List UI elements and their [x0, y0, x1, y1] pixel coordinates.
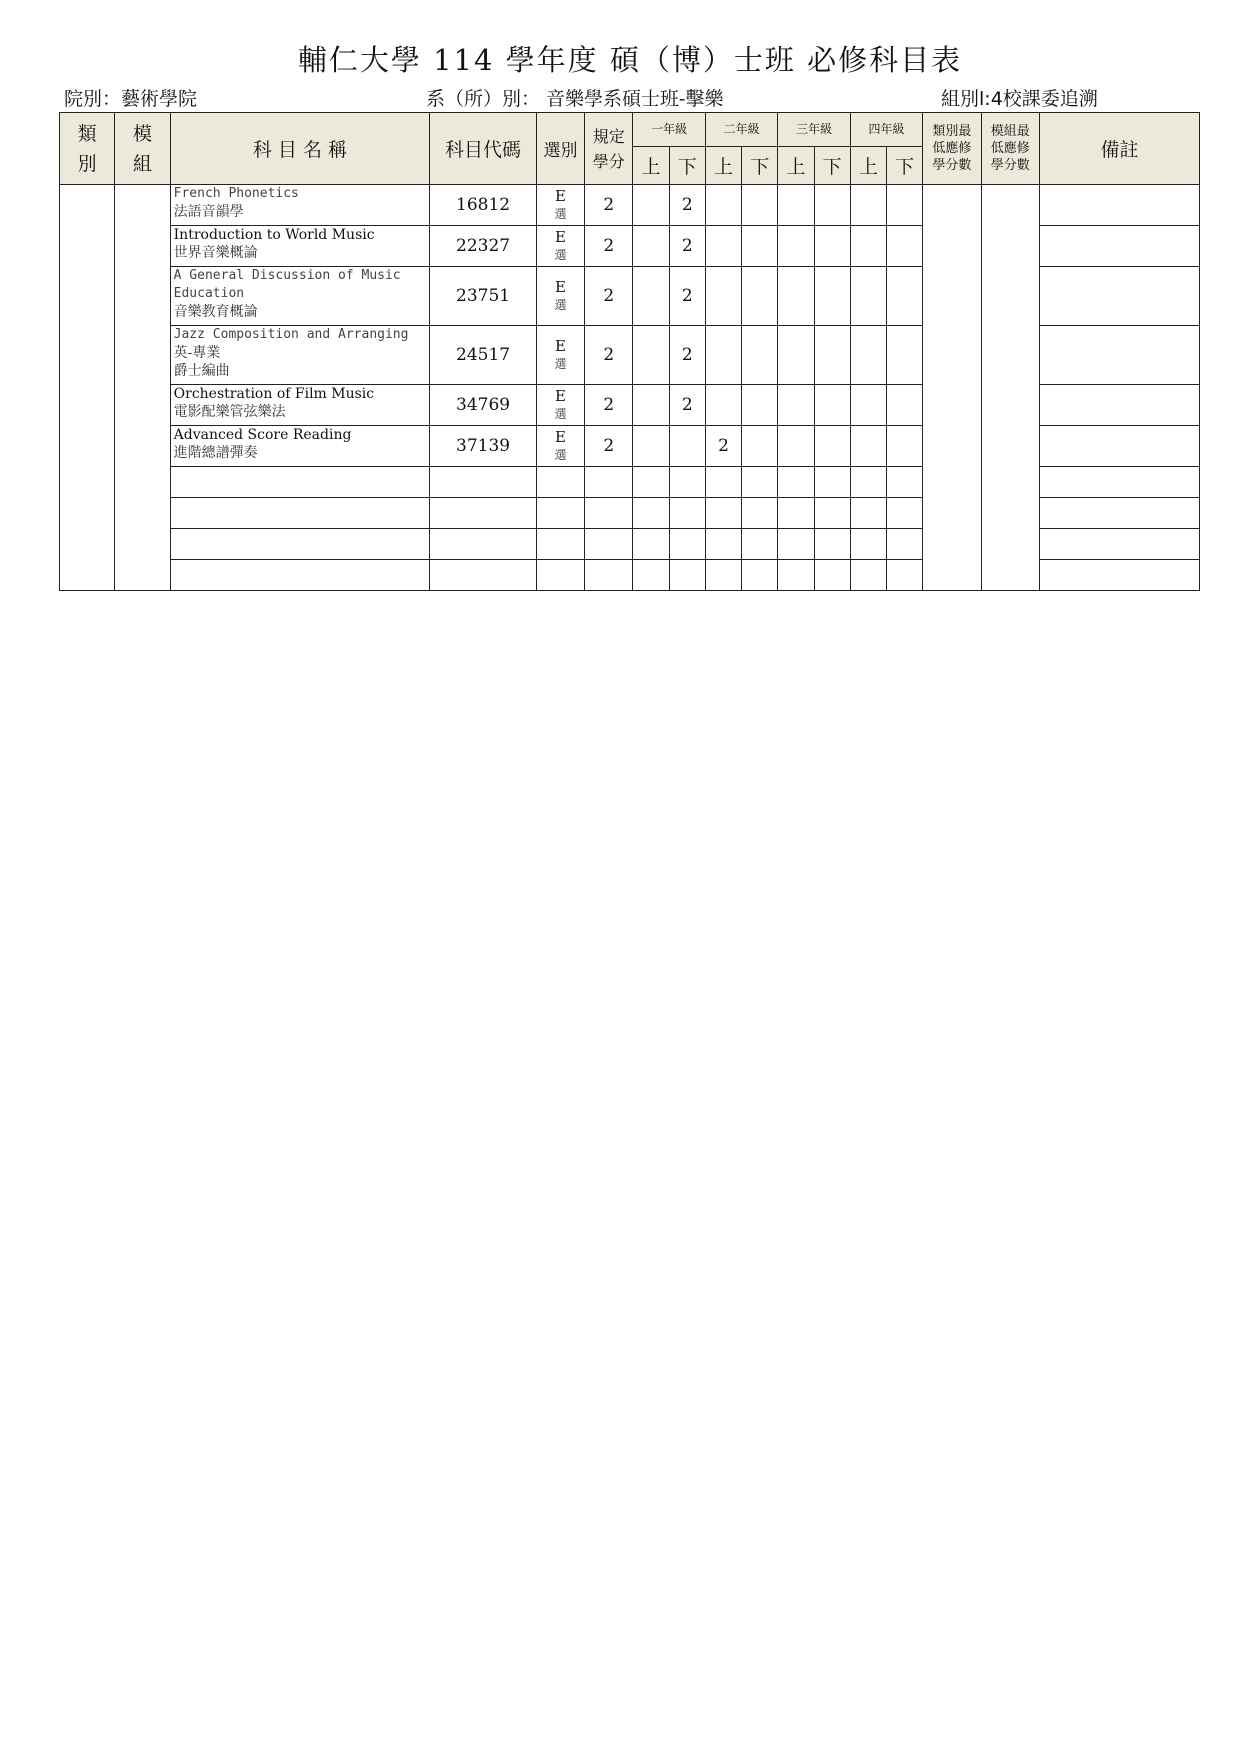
remarks-cell: [1039, 426, 1199, 467]
department-label: 系（所）別： 音樂學系碩士班-擊樂: [426, 88, 724, 110]
group-label: [941, 84, 1098, 111]
sem-y3-second: 下: [814, 147, 850, 185]
sem-cell: [850, 326, 886, 385]
course-name-cell: [170, 267, 430, 326]
elective-type: E 選: [536, 226, 584, 267]
sem-cell: [742, 385, 778, 426]
credits: 2: [585, 185, 633, 226]
course-name-zh: 電影配樂管弦樂法: [173, 404, 286, 420]
sem-cell: [633, 385, 669, 426]
course-name-cell: [170, 426, 430, 467]
sem-cell: [742, 185, 778, 226]
sem-cell: [778, 385, 814, 426]
sem-cell: [669, 426, 705, 467]
sem-y4-second: 下: [887, 147, 923, 185]
sem-y2-first: 上: [705, 147, 741, 185]
sem-y1-second: 下: [669, 147, 705, 185]
col-year-3: 三年級: [778, 113, 850, 147]
col-module-min-credits: 模組最低應修學分數: [981, 113, 1039, 185]
course-name-zh: 法語音韻學: [173, 204, 244, 220]
module-min-cell: [981, 185, 1039, 591]
sem-cell: [705, 326, 741, 385]
remarks-cell: [1039, 185, 1199, 226]
remarks-cell: [1039, 226, 1199, 267]
sem-cell: [705, 226, 741, 267]
course-name-zh: 爵士編曲: [173, 363, 230, 379]
sem-cell: [633, 267, 669, 326]
sem-cell: [778, 267, 814, 326]
col-year-4: 四年級: [850, 113, 922, 147]
elective-type: E 選: [536, 326, 584, 385]
table-row: [60, 185, 1200, 226]
course-name-cell: [170, 226, 430, 267]
category-min-cell: [923, 185, 981, 591]
sem-cell: [742, 267, 778, 326]
sem-cell: [814, 326, 850, 385]
remarks-cell: [1039, 267, 1199, 326]
sem-cell: [705, 385, 741, 426]
sem-cell: [742, 326, 778, 385]
course-name-cell: [170, 385, 430, 426]
sem-y2-second: 下: [742, 147, 778, 185]
elective-type: E 選: [536, 385, 584, 426]
sem-cell: [850, 226, 886, 267]
col-credits: 規定學分: [585, 113, 633, 185]
sem-cell: [814, 185, 850, 226]
course-name-en: Jazz Composition and Arranging: [173, 327, 409, 342]
sem-cell: [887, 226, 923, 267]
module-cell: [115, 185, 170, 591]
elective-type: E 選: [536, 426, 584, 467]
sem-cell-credit: 2: [669, 326, 705, 385]
credits: 2: [585, 426, 633, 467]
sem-cell: [814, 385, 850, 426]
col-category: 類別: [60, 113, 115, 185]
category-cell: [60, 185, 115, 591]
sem-cell: [887, 185, 923, 226]
credits: 2: [585, 267, 633, 326]
course-name-en: Advanced Score Reading: [173, 427, 352, 443]
course-code: 24517: [430, 326, 537, 385]
course-name-zh: 音樂教育概論: [173, 304, 258, 320]
sem-cell-credit: 2: [669, 385, 705, 426]
sem-cell: [850, 185, 886, 226]
col-elective: 選別: [536, 113, 584, 185]
course-name-en: Orchestration of Film Music: [173, 386, 375, 402]
sem-cell: [633, 426, 669, 467]
course-name-en: A General Discussion of Music: [173, 268, 401, 283]
sem-cell: [887, 426, 923, 467]
remarks-cell: [1039, 326, 1199, 385]
course-name-zh: 世界音樂概論: [173, 245, 258, 261]
col-course-code: 科目代碼: [430, 113, 537, 185]
sem-cell-credit: 2: [669, 267, 705, 326]
required-courses-table: [59, 112, 1200, 591]
elective-type: E 選: [536, 267, 584, 326]
sem-y1-first: 上: [633, 147, 669, 185]
course-name-en-line2: Education: [173, 286, 245, 301]
sem-cell: [778, 185, 814, 226]
sem-cell-credit: 2: [705, 426, 741, 467]
sem-cell: [887, 326, 923, 385]
sem-cell: [887, 267, 923, 326]
sem-cell: [742, 426, 778, 467]
sem-cell: [887, 385, 923, 426]
col-year-1: 一年級: [633, 113, 705, 147]
course-code: 22327: [430, 226, 537, 267]
sem-cell: [850, 267, 886, 326]
sem-cell: [705, 267, 741, 326]
sem-cell: [778, 426, 814, 467]
col-year-2: 二年級: [705, 113, 777, 147]
sem-cell: [633, 185, 669, 226]
sem-cell: [850, 426, 886, 467]
sem-y3-first: 上: [778, 147, 814, 185]
sem-cell: [778, 226, 814, 267]
col-course-name: 科 目 名 稱: [170, 113, 430, 185]
page-title: 輔仁大學 114 學年度 碩（博）士班 必修科目表: [297, 43, 963, 77]
elective-type: E 選: [536, 185, 584, 226]
col-module: 模組: [115, 113, 170, 185]
college-label: 院別：藝術學院: [64, 88, 198, 110]
course-name-cell: [170, 326, 430, 385]
course-name-en: Introduction to World Music: [173, 227, 375, 243]
credits: 2: [585, 226, 633, 267]
group-label-text: 組別: [941, 88, 980, 110]
sem-cell: [778, 326, 814, 385]
col-remarks: 備註: [1039, 113, 1199, 185]
sem-cell: [633, 226, 669, 267]
remarks-cell: [1039, 385, 1199, 426]
sem-cell: [705, 185, 741, 226]
group-value: l:4校課委追溯: [979, 88, 1098, 110]
credits: 2: [585, 326, 633, 385]
course-code: 16812: [430, 185, 537, 226]
sem-cell-credit: 2: [669, 185, 705, 226]
course-code: 23751: [430, 267, 537, 326]
sem-cell: [814, 226, 850, 267]
sem-cell: [633, 326, 669, 385]
credits: 2: [585, 385, 633, 426]
course-code: 34769: [430, 385, 537, 426]
course-name-en-line2: 英-專業: [173, 345, 221, 361]
col-category-min-credits: 類別最低應修學分數: [923, 113, 981, 185]
sem-cell: [850, 385, 886, 426]
sem-y4-first: 上: [850, 147, 886, 185]
sem-cell: [742, 226, 778, 267]
sem-cell: [814, 426, 850, 467]
course-name-cell: [170, 185, 430, 226]
course-name-en: French Phonetics: [173, 186, 299, 201]
course-name-zh: 進階總譜彈奏: [173, 445, 258, 461]
sem-cell-credit: 2: [669, 226, 705, 267]
sem-cell: [814, 267, 850, 326]
course-code: 37139: [430, 426, 537, 467]
